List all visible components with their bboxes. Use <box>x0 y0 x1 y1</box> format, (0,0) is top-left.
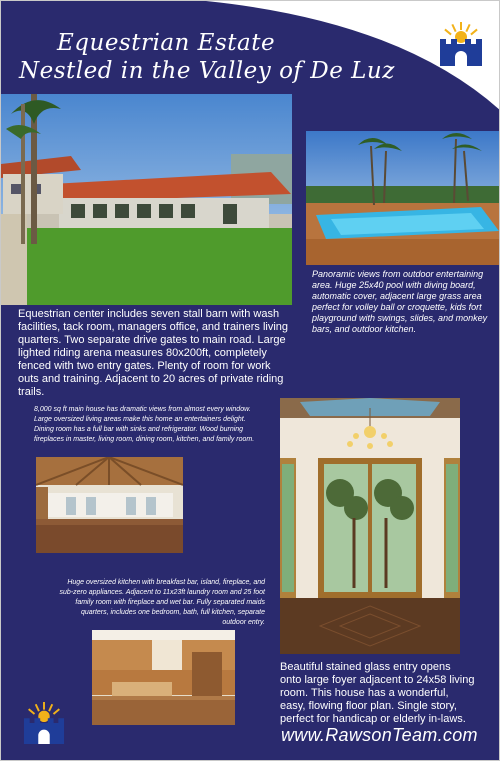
pool-caption: Panoramic views from outdoor entertaining area. Huge 25x40 pool with diving board, automatic cover, adjacent large grass area perfect for volley ball or croquette, kids fort playground with swings, slides, and monkey bars, and outdoor kitchen. <box>312 269 488 334</box>
title-line-2: Nestled in the Valley of De Luz <box>19 58 395 84</box>
living-caption: 8,000 sq ft main house has dramatic views from almost every window. Large oversized living areas make this home an entertainers delight. Dining room has a full bar with sinks and refrigerator. Wood burning fireplaces in master, living room, dining room, kitchen, and family room. <box>34 406 255 443</box>
living-room-photo <box>36 457 183 553</box>
entry-caption: Beautiful stained glass entry opens onto large foyer adjacent to 24x58 living room. This house has a wonderful, easy, flowing floor plan. Single story, perfect for handicap or elderly in-laws. <box>280 661 475 725</box>
title-line-1: Equestrian Estate <box>57 30 276 56</box>
barn-photo <box>1 94 292 305</box>
castle-sun-logo-icon <box>23 701 65 745</box>
pool-photo <box>306 131 499 265</box>
castle-sun-icon <box>439 21 483 67</box>
website-url: www.RawsonTeam.com <box>281 725 478 745</box>
stained-glass-entry-photo <box>280 398 460 654</box>
kitchen-caption: Huge oversized kitchen with breakfast bar, island, fireplace, and sub-zero appliances. Adjacent to 11x23ft laundry room and 25 foot family room with fireplace and wet bar. Fully separated maids quarters, includes one bedroom, bath, full kitchen, separate outdoor entry. <box>59 579 265 626</box>
kitchen-photo <box>92 630 235 725</box>
barn-caption: Equestrian center includes seven stall barn with wash facilities, tack room, managers office, and trainers living quarters. Two separate drive gates to main road. Large lighted riding arena measures 80x200ft, completely fenced with two entry gates. Plenty of room for work outs and training. Adjacent to 20 acres of private riding trails. <box>18 308 289 398</box>
